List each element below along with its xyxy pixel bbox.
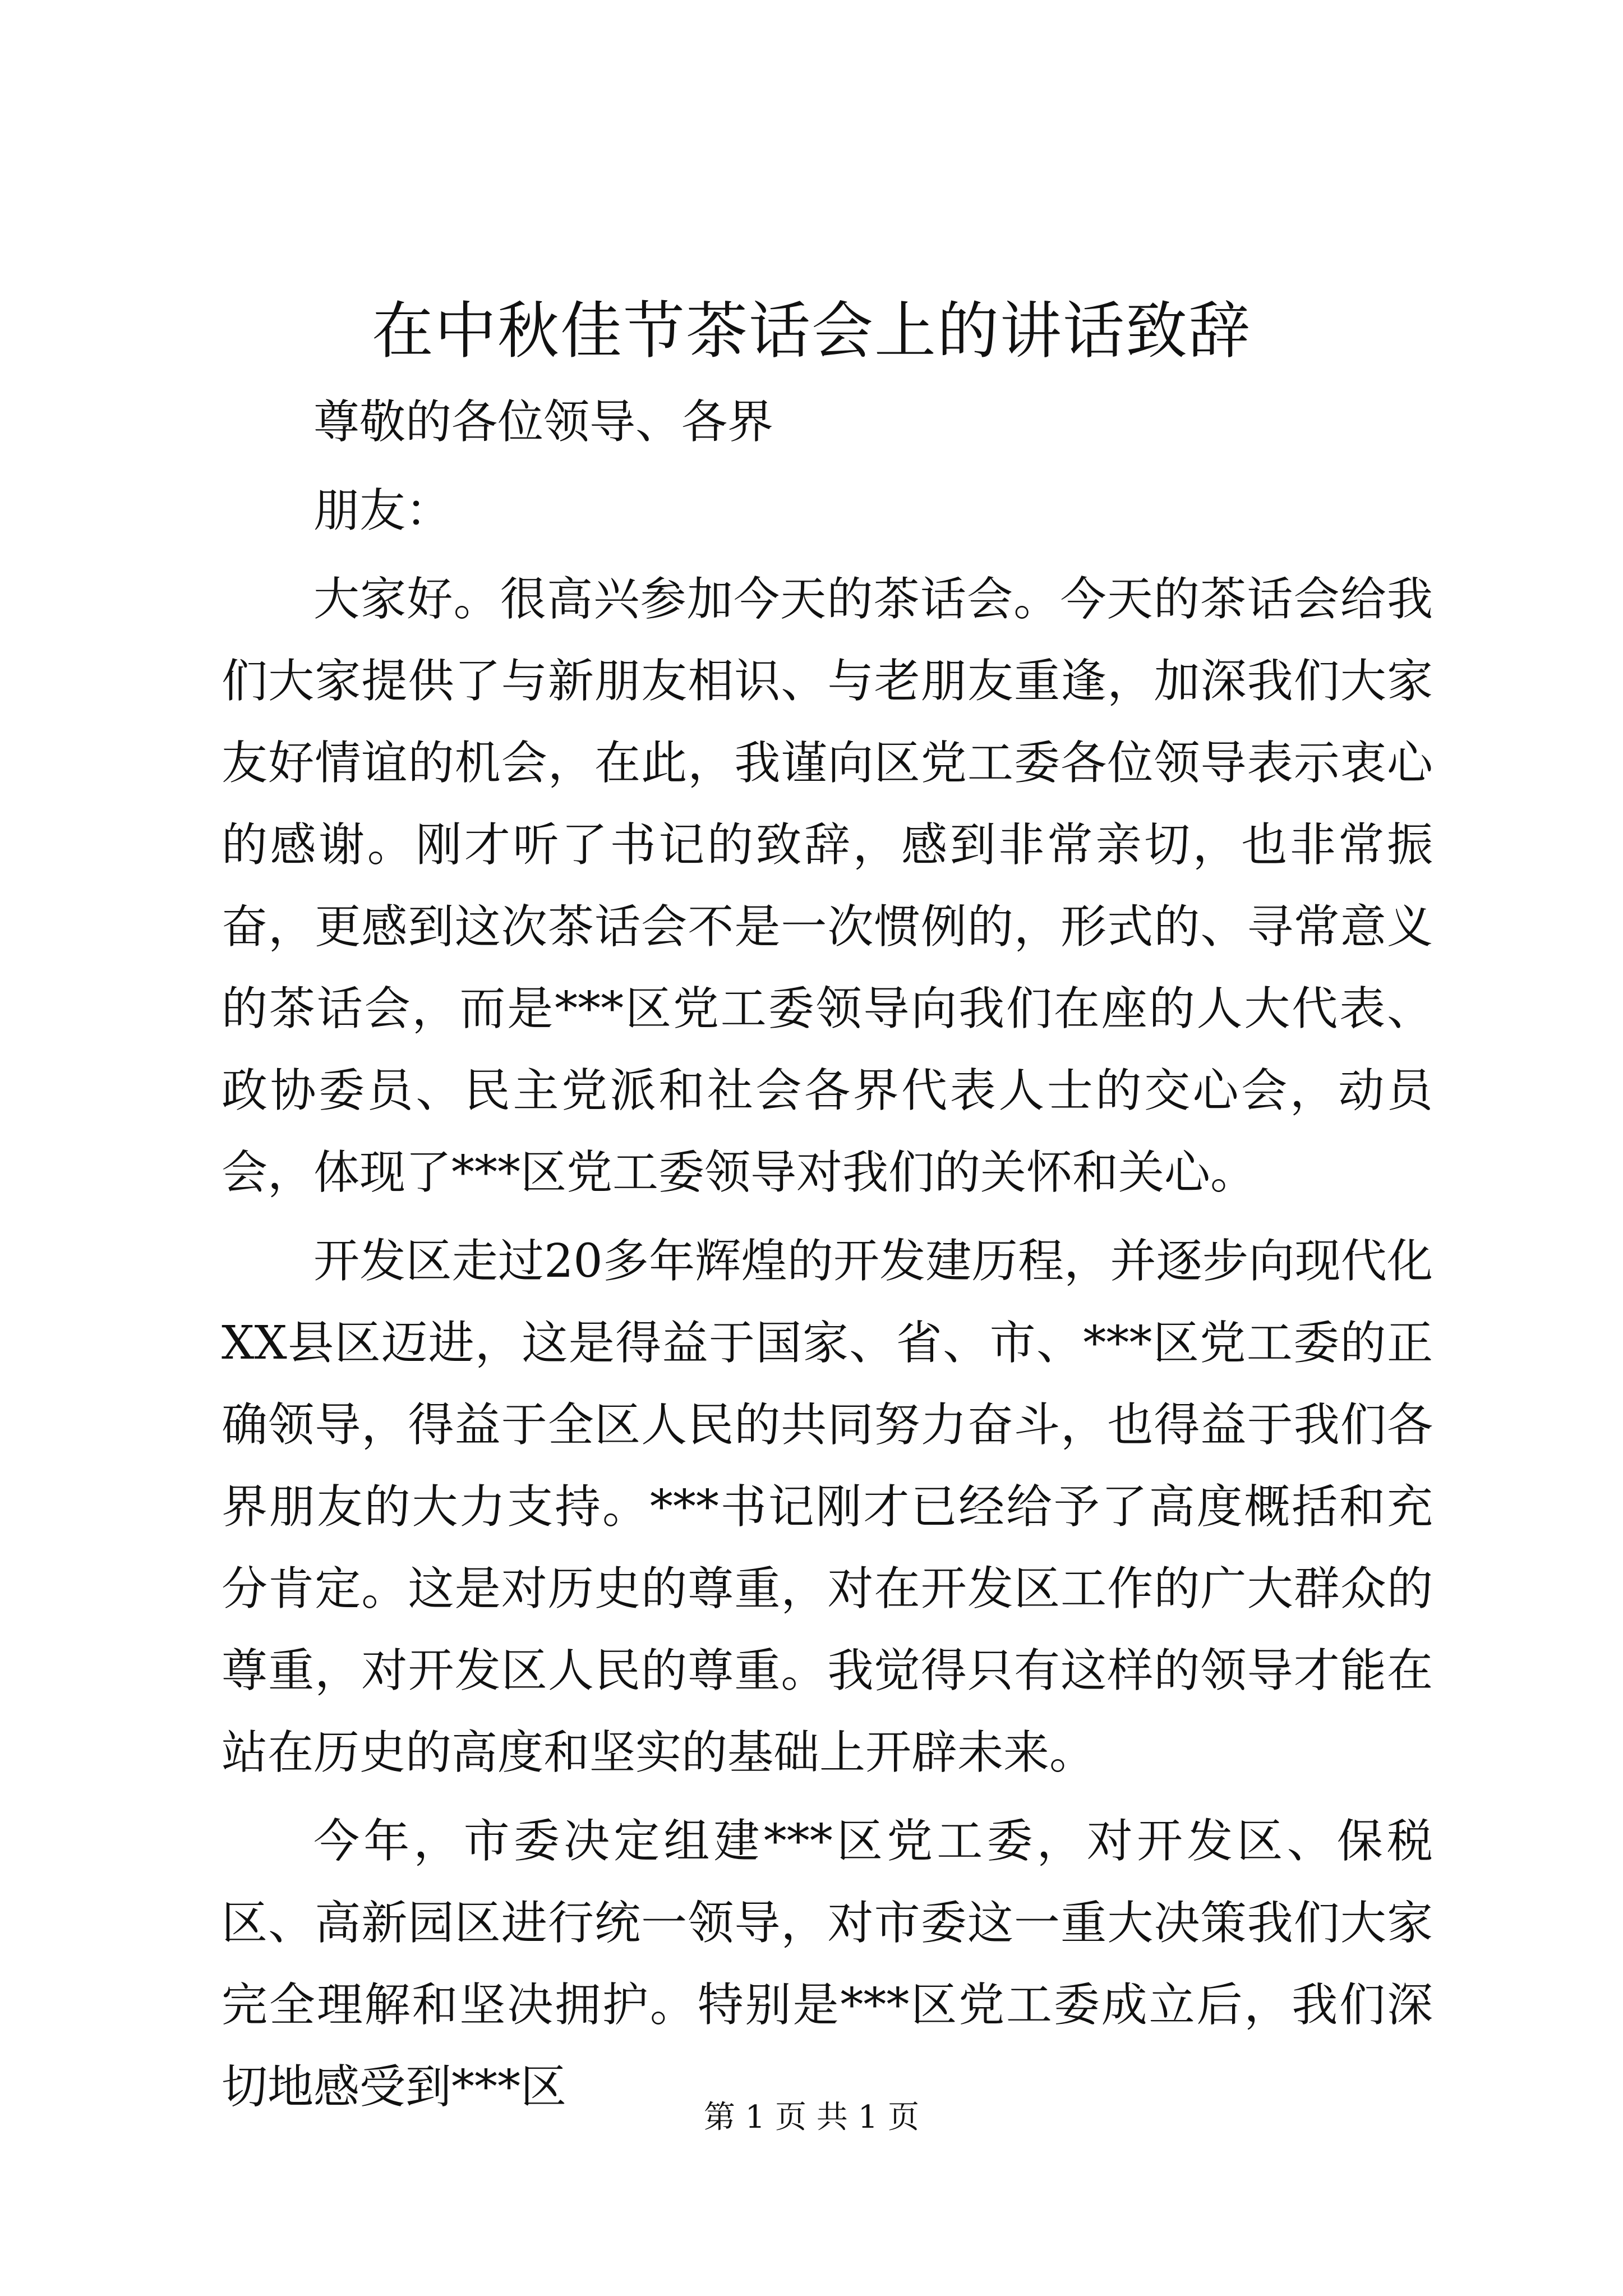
salutation-line-1: 尊敬的各位领导、各界 — [313, 395, 774, 449]
body-paragraph-1: 大家好。很高兴参加今天的茶话会。今天的茶话会给我们大家提供了与新朋友相识、与老朋友重逢，加深我们大家友好情谊的机会，在此，我谨向区党工委各位领导表示衷心的感谢。刚才听了书记的致辞，感到非常亲切，也非常振奋，更感到这次茶话会不是一次惯例的，形式的、寻常意义的茶话会，而是***区党工委领导向我们在座的人大代表、政协委员、民主党派和社会各界代表人士的交心会，动员会，体现了***区党工委领导对我们的关怀和关心。 — [222, 573, 1433, 1199]
page-number-footer: 第 1 页 共 1 页 — [703, 2099, 920, 2136]
body-paragraph-2: 开发区走过20多年辉煌的开发建历程，并逐步向现代化XX县区迈进，这是得益于国家、省、市、***区党工委的正确领导，得益于全区人民的共同努力奋斗，也得益于我们各界朋友的大力支持。***书记刚才已经给予了高度概括和充分肯定。这是对历史的尊重，对在开发区工作的广大群众的尊重，对开发区人民的尊重。我觉得只有这样的领导才能在站在历史的高度和坚实的基础上开辟未来。 — [222, 1235, 1433, 1779]
body-paragraph-3: 今年，市委决定组建***区党工委，对开发区、保税区、高新园区进行统一领导，对市委这一重大决策我们大家完全理解和坚决拥护。特别是***区党工委成立后，我们深切地感受到***区 — [222, 1815, 1433, 2114]
document-title: 在中秋佳节茶话会上的讲话致辞 — [372, 295, 1251, 367]
document-body — [222, 381, 1433, 2135]
salutation-line-2: 朋友： — [313, 484, 452, 537]
